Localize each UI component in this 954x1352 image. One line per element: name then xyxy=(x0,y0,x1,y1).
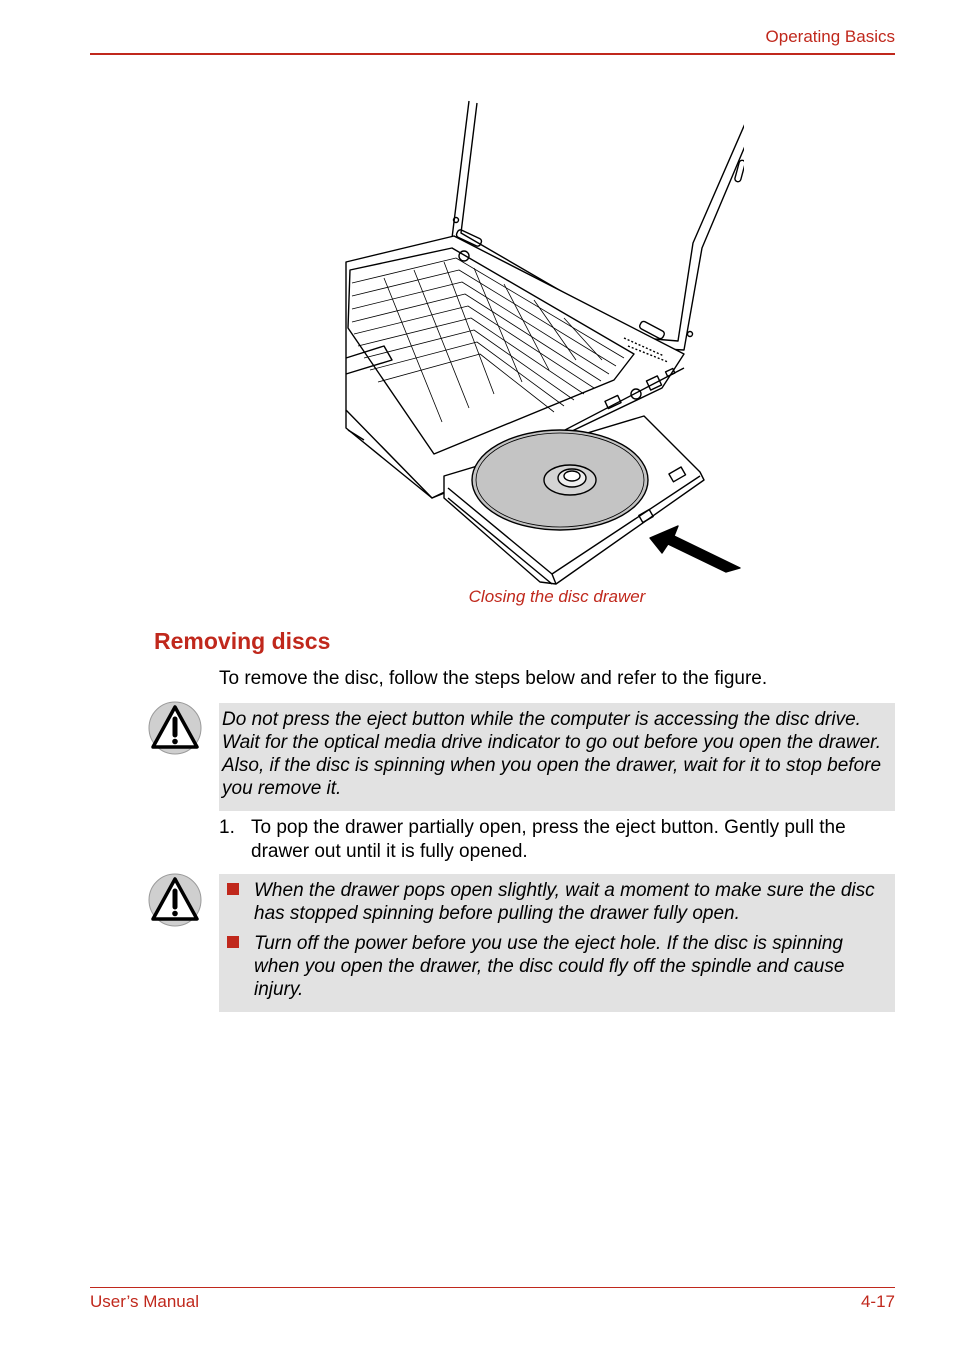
section-intro: To remove the disc, follow the steps below and refer to the figure. xyxy=(219,668,768,689)
caution-note-1 xyxy=(219,703,895,811)
footer-manual-title: User’s Manual xyxy=(90,1292,199,1311)
caution-bullet-text: Turn off the power before you use the eject hole. If the disc is spinning when you open the drawer, the disc could fly off the spindle and cause injury. xyxy=(254,933,845,1000)
step-text: To pop the drawer partially open, press the eject button. Gently pull the drawer out until it is fully opened. xyxy=(251,817,846,862)
caution-bullet-text: When the drawer pops open slightly, wait a moment to make sure the disc has stopped spinning before pulling the drawer fully open. xyxy=(254,880,875,924)
caution-bullet xyxy=(222,879,889,925)
laptop-disc-drawer-illustration xyxy=(344,98,744,586)
warning-triangle-icon xyxy=(148,873,202,927)
page-header-section: Operating Basics xyxy=(765,27,895,46)
caution-note-1-text: Do not press the eject button while the computer is accessing the disc drive. Wait for the optical media drive indicator to go out before you open the drawer. Also, if the disc is spinning when you open the drawer, wait for it to stop before you remove it. xyxy=(222,709,882,799)
caution-bullet xyxy=(222,932,889,1001)
square-bullet-icon xyxy=(227,883,239,895)
page-number: 4-17 xyxy=(860,1292,895,1311)
square-bullet-icon xyxy=(227,936,239,948)
step-number: 1. xyxy=(219,817,235,838)
caution-note-2 xyxy=(219,874,895,1012)
header-rule xyxy=(90,53,895,55)
figure-caption: Closing the disc drawer xyxy=(468,587,646,606)
warning-triangle-icon xyxy=(148,701,202,755)
section-heading: Removing discs xyxy=(154,628,331,654)
footer-rule xyxy=(90,1287,895,1288)
